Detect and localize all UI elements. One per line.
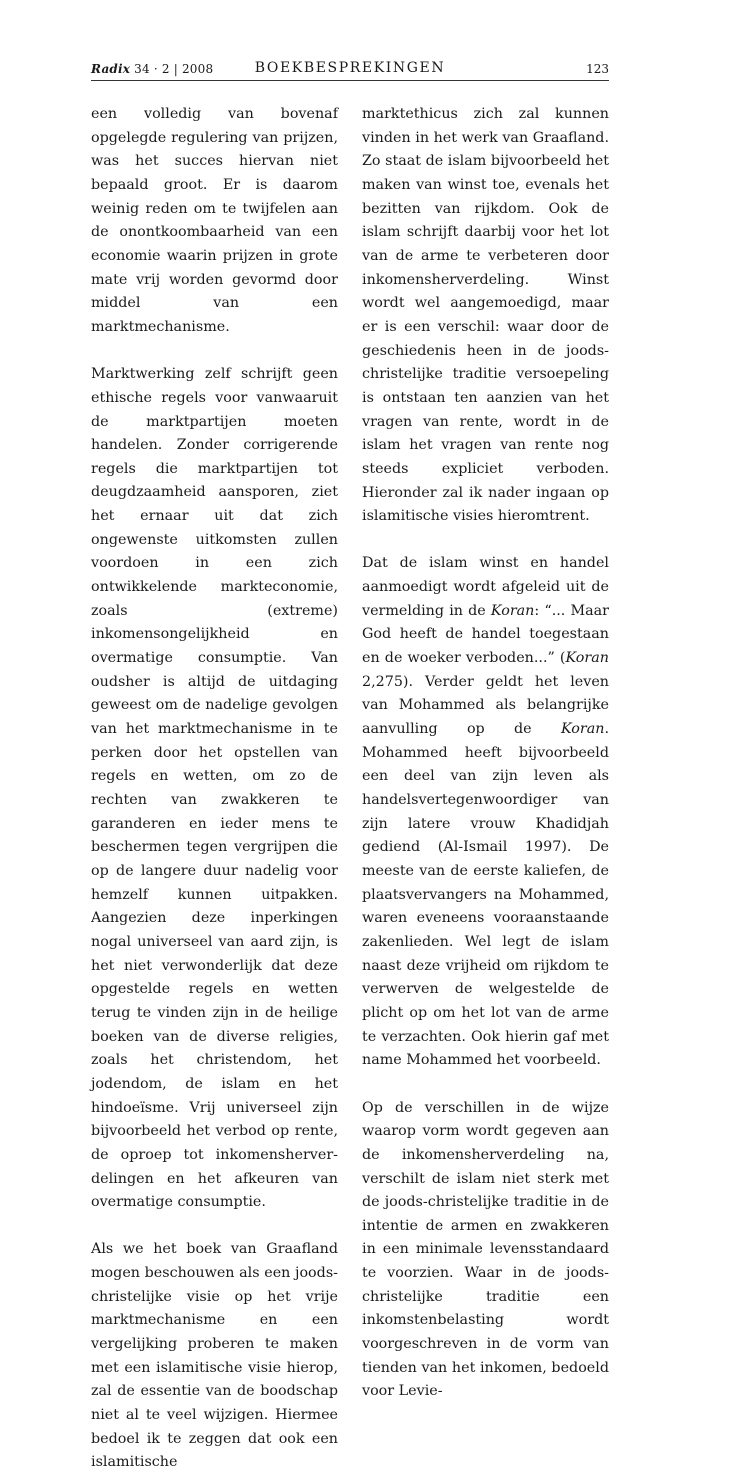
left-column: [91, 103, 338, 1475]
koran-title: Koran: [560, 721, 605, 738]
koran-title: Koran: [490, 602, 535, 619]
journal-issue: 34 · 2 | 2008: [134, 62, 214, 76]
right-column: [362, 103, 609, 1404]
paragraph: een volledig van bovenaf opgelegde regulering van prijzen, was het succes hiervan niet bepaald groot. Er is daarom weinig reden om te twijfelen aan de onontkoombaarheid van een economie waarin prijzen in grote mate vrij worden gevormd door middel van een marktmechanisme.: [91, 106, 338, 335]
paragraph: Marktwerking zelf schrijft geen ethische regels voor vanwaaruit de marktpartijen moeten handelen. Zonder corrigerende regels die marktpartijen tot deugdzaamheid aansporen, ziet het ernaar uit dat zich ongewenste uitkomsten zullen voordoen in een zich ontwikkelende markteconomie, zoals (extreme) inkomensongelijkheid en overmatige consumptie. Van oudsher is altijd de uitdaging geweest om de nadelige gevolgen van het marktmechanisme in te perken door het opstellen van regels en wetten, om zo de rechten van zwakkeren te garanderen en ieder mens te beschermen tegen vergrijpen die op de langere duur nadelig voor hemzelf kunnen uitpakken. Aangezien deze inperkingen nogal universeel van aard zijn, is het niet verwonderlijk dat deze opgestelde regels en wetten terug te vinden zijn in de heilige boeken van de diverse religies, zoals het christendom, het jodendom, de islam en het hindoeïsme. Vrij universeel zijn bijvoorbeeld het verbod op rente, de oproep tot inkomensherverdelingen en het afkeuren van overmatige consumptie.: [91, 366, 338, 1211]
journal-name: Radix: [91, 62, 131, 76]
header-rule: [91, 80, 609, 81]
text-run: . Mohammed heeft bijvoorbeeld een deel van zijn leven als handelsvertegenwoordiger van zijn latere vrouw Khadidjah gediend (Al-Ismail 1997). De meeste van de eerste kaliefen, de plaatsvervangers na Mohammed, waren eveneens vooraanstaande zakenlieden. Wel legt de islam naast deze vrijheid om rijkdom te verwerven de welgestelde de plicht op om het lot van de arme te verzachten. Ook hierin gaf met name Mohammed het voorbeeld.: [362, 721, 609, 1069]
paragraph: Op de verschillen in de wijze waarop vorm wordt gegeven aan de inkomensherverdeling na, verschilt de islam niet sterk met de joods-christelijke traditie in de intentie de armen en zwakkeren in een minimale levensstandaard te voorzien. Waar in de joods-christelijke traditie een inkomstenbelasting wordt voorgeschreven in de vorm van tienden van het inkomen, bedoeld voor Levie-: [362, 1099, 609, 1400]
text-run: : “... Maar God heeft de handel toegestaan en de woeker verboden...” (: [362, 602, 610, 667]
text-run: 2,275). Verder geldt het leven van Mohammed als belangrijke aanvulling op de: [362, 673, 609, 738]
section-title: BOEKBESPREKINGEN: [254, 60, 446, 76]
paragraph: Als we het boek van Graafland mogen beschouwen als een joods-christelijke visie op het vrije marktmechanisme en een vergelijking proberen te maken met een islamitische visie hierop, zal de essentie van de boodschap niet al te veel wijzigen. Hiermee bedoel ik te zeggen dat ook een islamitische: [91, 1241, 338, 1471]
koran-title: Koran: [565, 650, 609, 667]
page-number: 123: [586, 62, 609, 76]
running-header: [91, 60, 609, 78]
text-run: Dat de islam winst en handel aanmoedigt wordt afgeleid uit de vermelding in de: [362, 555, 609, 619]
paragraph: marktethicus zich zal kunnen vinden in het werk van Graafland. Zo staat de islam bijvoorbeeld het maken van winst toe, evenals het bezitten van rijkdom. Ook de islam schrijft daarbij voor het lot van de arme te verbeteren door inkomensherverdeling. Winst wordt wel aangemoedigd, maar er is een verschil: waar door de geschiedenis heen in de joods-christelijke traditie versoepeling is ontstaan ten aanzien van het vragen van rente, wordt in de islam het vragen van rente nog steeds expliciet verboden. Hieronder zal ik nader ingaan op islamitische visies hieromtrent.: [362, 106, 609, 525]
paragraph: [362, 552, 609, 1072]
